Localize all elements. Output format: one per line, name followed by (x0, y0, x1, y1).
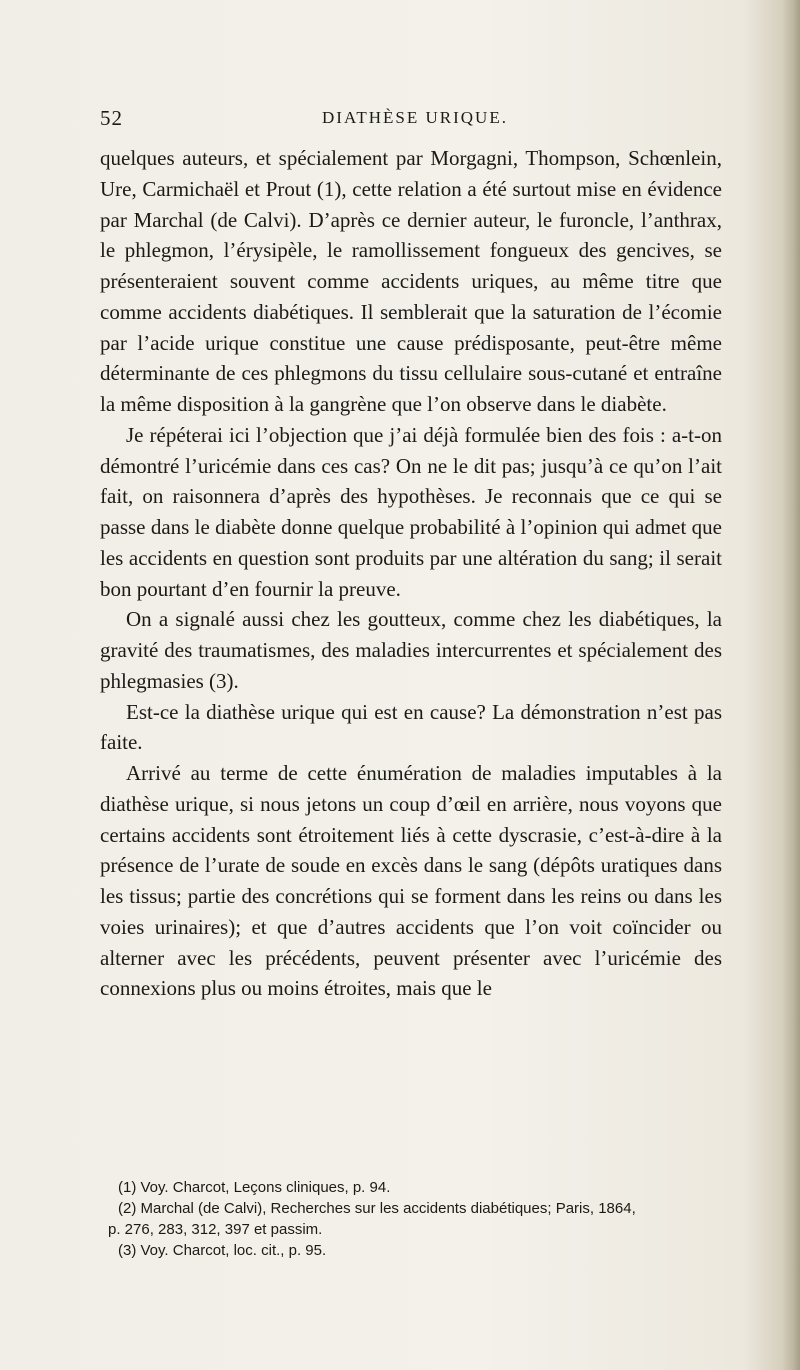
footnote (108, 1198, 716, 1240)
running-title: DIATHÈSE URIQUE. (322, 108, 508, 127)
page-edge-shadow (782, 0, 800, 1370)
body-text (100, 143, 722, 1004)
footnotes (108, 1177, 716, 1261)
footnote: (1) Voy. Charcot, Leçons cliniques, p. 94. (118, 1179, 391, 1196)
paragraph: quelques auteurs, et spécialement par Morgagni, Thompson, Schœnlein, Ure, Carmichaël et Prout (1), cette relation a été surtout mise en évidence par Marchal (de Calvi). D’après ce dernier auteur, le furoncle, l’anthrax, le phlegmon, l’érysipèle, le ramollissement fongueux des gencives, se présenteraient souvent comme accidents uriques, au même titre que comme accidents diabétiques. Il semblerait que la saturation de l’écomie par l’acide urique constitue une cause prédisposante, peut-être même déterminante de ces phlegmons du tissu cellulaire sous-cutané et entraîne la même disposition à la gangrène que l’on observe dans le diabète. (100, 146, 722, 416)
footnote: (3) Voy. Charcot, loc. cit., p. 95. (118, 1242, 327, 1259)
paragraph: Je répéterai ici l’objection que j’ai déjà formulée bien des fois : a-t-on démontré l’uricémie dans ces cas? On ne le dit pas; jusqu’à ce qu’on l’ait fait, on raisonnera d’après des hypothèses. Je reconnais que ce qui se passe dans le diabète donne quelque probabilité à l’opinion qui admet que les accidents en question sont produits par une altération du sang; il serait bon pourtant d’en fournir la preuve. (100, 422, 722, 601)
paragraph: On a signalé aussi chez les goutteux, comme chez les diabétiques, la gravité des traumatismes, des maladies intercurrentes et spécialement des phlegmasies (3). (100, 607, 722, 693)
paragraph: Arrivé au terme de cette énumération de maladies imputables à la diathèse urique, si nous jetons un coup d’œil en arrière, nous voyons que certains accidents sont étroitement liés à cette dyscrasie, c’est-à-dire à la présence de l’urate de soude en excès dans le sang (dépôts uratiques dans les tissus; partie des concrétions qui se forment dans les reins ou dans les voies urinaires); et que d’autres accidents que l’on voit coïncider ou alterner avec les précédents, peuvent présenter avec l’uricémie des connexions plus ou moins étroites, mais que le (100, 761, 722, 1001)
paragraph: Est-ce la diathèse urique qui est en cause? La démonstration n’est pas faite. (100, 699, 722, 755)
page-number: 52 (100, 106, 123, 130)
footnote-text: (2) Marchal (de Calvi), Recherches sur les accidents diabétiques; Paris, 1864, (118, 1200, 636, 1217)
footnote-continuation: p. 276, 283, 312, 397 et passim. (108, 1221, 323, 1238)
page-header (100, 106, 730, 136)
